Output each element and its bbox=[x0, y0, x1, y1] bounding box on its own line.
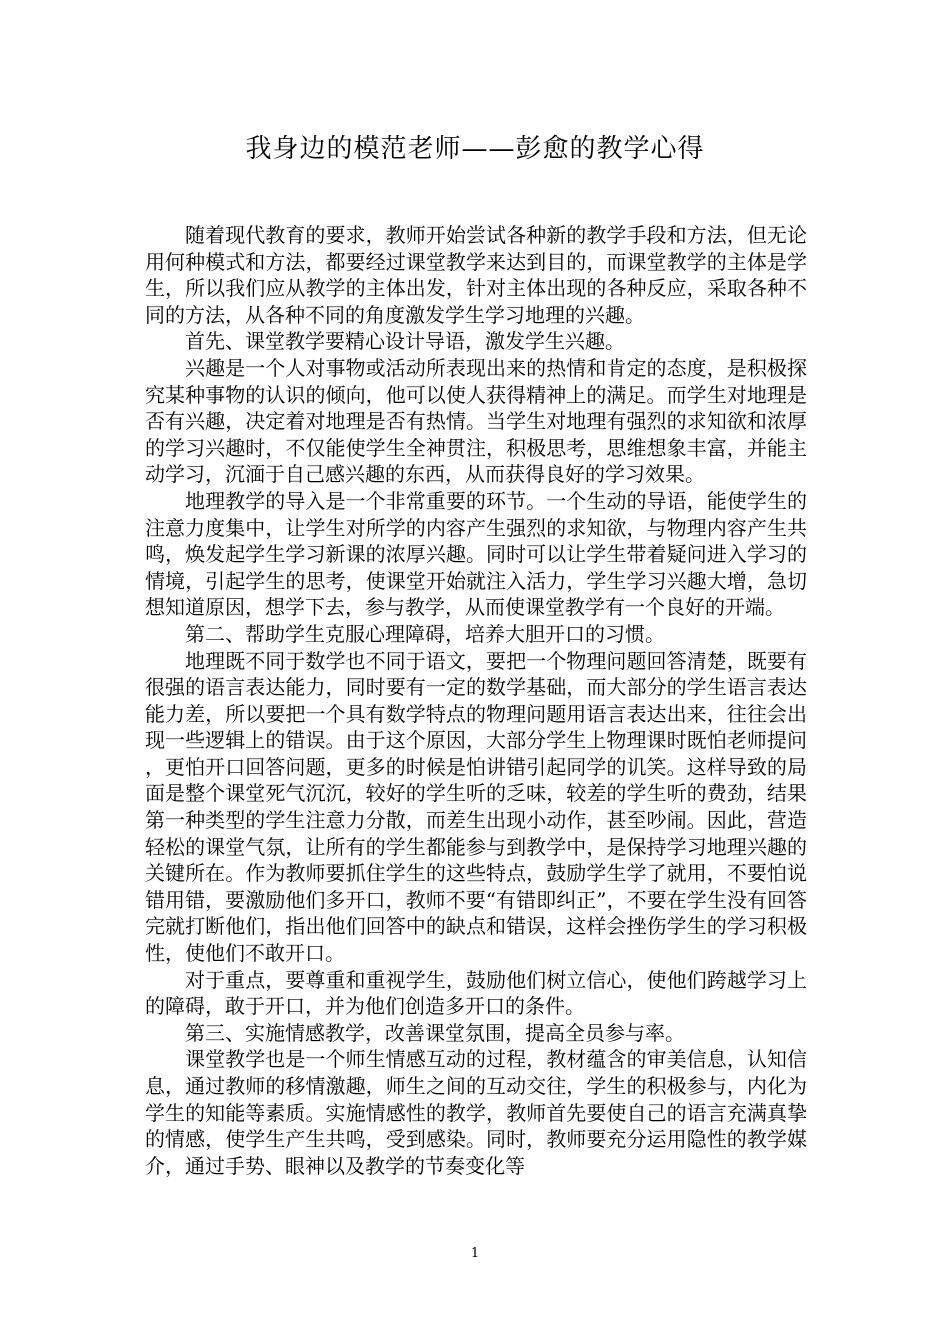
paragraph-emotion: 课堂教学也是一个师生情感互动的过程，教材蕴含的审美信息，认知信息，通过教师的移情激趣，师生之间的互动交往，学生的积极参与，内化为学生的知能等素质。实施情感性的教学，教师首先要使自己的语言充满真挚的情感，使学生产生共鸣，受到感染。同时，教师要充分运用隐性的教学媒介，通过手势、眼神以及教学的节奏变化等 bbox=[145, 1047, 807, 1178]
paragraph-heading-third: 第三、实施情感教学，改善课堂氛围，提高全员参与率。 bbox=[185, 1020, 685, 1045]
paragraph-heading-second: 第二、帮助学生克服心理障碍，培养大胆开口的习惯。 bbox=[185, 621, 665, 646]
page-number: 1 bbox=[470, 1246, 480, 1261]
paragraph-heading-first: 首先、课堂教学要精心设计导语，激发学生兴趣。 bbox=[185, 329, 625, 354]
document-title: 我身边的模范老师——彭愈的教学心得 bbox=[245, 134, 705, 164]
document-body bbox=[145, 222, 807, 1179]
paragraph-interest: 兴趣是一个人对事物或活动所表现出来的热情和肯定的态度，是积极探究某种事物的认识的倾向，他可以使人获得精神上的满足。而学生对地理是否有兴趣，决定着对地理是否有热情。当学生对地理有强烈的求知欲和浓厚的学习兴趣时，不仅能使学生全神贯注，积极思考，思维想象丰富，并能主动学习，沉湎于自己感兴趣的东西，从而获得良好的学习效果。 bbox=[145, 355, 807, 487]
paragraph-introduction: 地理教学的导入是一个非常重要的环节。一个生动的导语，能使学生的注意力度集中，让学生对所学的内容产生强烈的求知欲，与物理内容产生共鸣，焕发起学生学习新课的浓厚兴趣。同时可以让学生带着疑问进入学习的情境，引起学生的思考，使课堂开始就注入活力，学生学习兴趣大增，急切想知道原因，想学下去，参与教学，从而使课堂教学有一个良好的开端。 bbox=[145, 488, 807, 620]
paragraph-intro: 随着现代教育的要求，教师开始尝试各种新的教学手段和方法，但无论用何种模式和方法，都要经过课堂教学来达到目的，而课堂教学的主体是学生，所以我们应从教学的主体出发，针对主体出现的各种反应，采取各种不同的方法，从各种不同的角度激发学生学习地理的兴趣。 bbox=[145, 223, 807, 327]
paragraph-key-points: 对于重点，要尊重和重视学生，鼓励他们树立信心，使他们跨越学习上的障碍，敢于开口，并为他们创造多开口的条件。 bbox=[145, 967, 807, 1019]
paragraph-obstacles: 地理既不同于数学也不同于语文，要把一个物理问题回答清楚，既要有很强的语言表达能力，同时要有一定的数学基础，而大部分的学生语言表达能力差，所以要把一个具有数学特点的物理问题用语言表达出来，往往会出现一些逻辑上的错误。由于这个原因，大部分学生上物理课时既怕老师提问，更怕开口回答问题，更多的时候是怕讲错引起同学的讥笑。这样导致的局面是整个课堂死气沉沉，较好的学生听的乏味，较差的学生听的费劲，结果第一种类型的学生注意力分散，而差生出现小动作，甚至吵闹。因此，营造轻松的课堂气氛，让所有的学生都能参与到教学中，是保持学习地理兴趣的关键所在。作为教师要抓住学生的这些特点，鼓励学生学了就用，不要怕说错用错，要激励他们多开口，教师不要“有错即纠正”，不要在学生没有回答完就打断他们，指出他们回答中的缺点和错误，这样会挫伤学生的学习积极性，使他们不敢开口。 bbox=[145, 648, 807, 966]
